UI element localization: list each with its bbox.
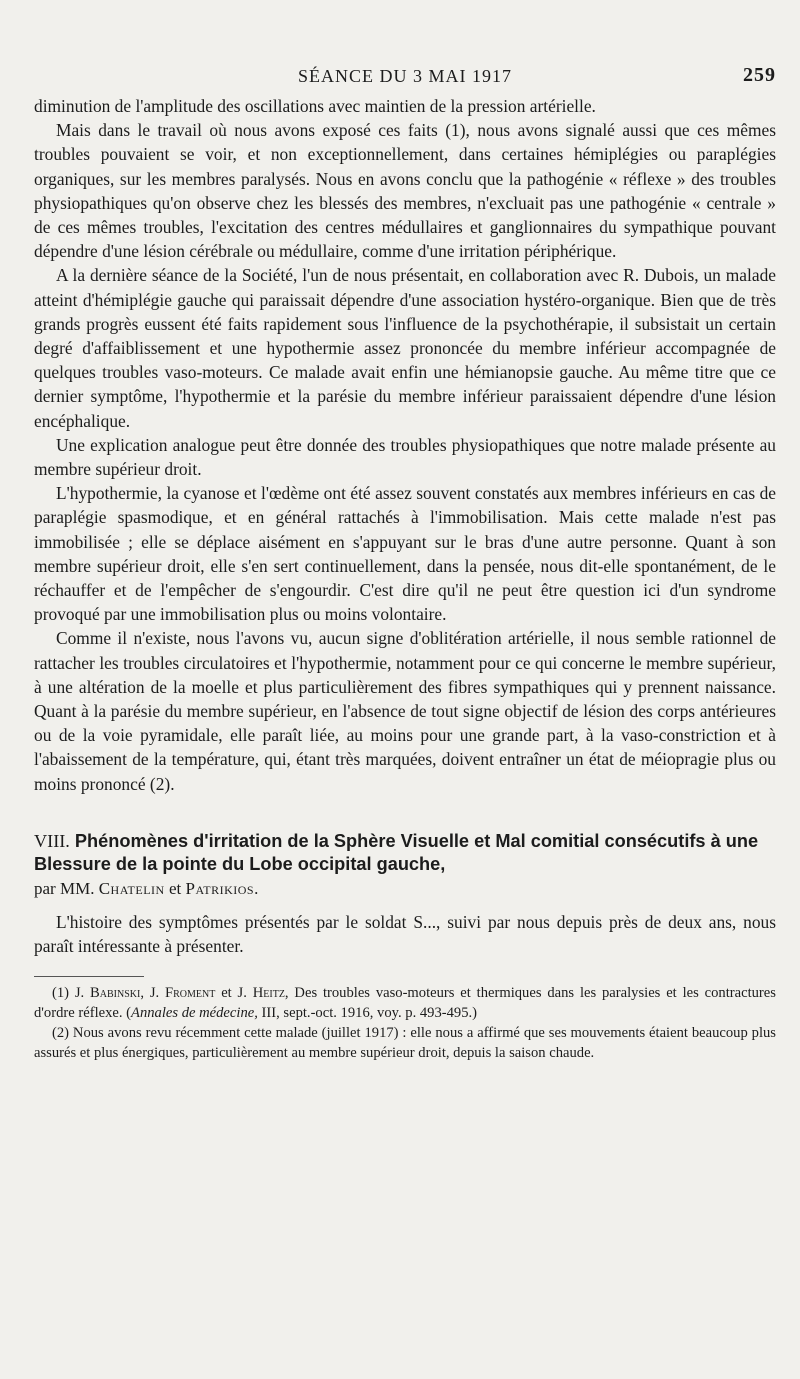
footnote-1-text: Des troubles vaso-moteurs et thermiques dans les paralysies et les contractures d'ordre réflexe. ( [34,985,776,1022]
footnote-1 [34,983,776,1023]
footnote-divider [34,976,144,977]
section-number: VIII. [34,830,70,851]
section-body [34,910,776,958]
section-title [34,830,776,876]
authors-join: et [168,878,182,898]
footnote-2: (2) Nous avons revu récemment cette malade (juillet 1917) : elle nous a affirmé que ses mouvements étaient beaucoup plus assurés et plus énergiques, particulièrement au membre supérieur droit, depuis la saison chaude. [34,1025,776,1062]
running-title: SÉANCE DU 3 MAI 1917 [297,66,512,86]
author-chatelin: Chatelin [98,878,165,898]
footnote-1-sep1: J. [149,985,160,1002]
footnote-1-author-heitz: Heitz, [252,985,289,1002]
section-intro: L'histoire des symptômes présentés par le soldat S..., suivi par nous depuis près de deux ans, nous paraît intéressante à présenter. [34,911,776,957]
body-text [34,94,776,796]
section-authors [34,878,776,900]
paragraph-6: Comme il n'existe, nous l'avons vu, aucun signe d'oblitération artérielle, il nous semble rationnel de rattacher les troubles circulatoires et l'hypothermie, notamment pour ce qui concerne le membre supérieur, à une altération de la moelle et plus particulièrement des fibres sympathiques qui y prennent naissance. Quant à la parésie du membre supérieur, en l'absence de tout signe objectif de lésion des corps antérieures ou de la voie pyramidale, elle paraît liée, au moins pour une grande part, à la vaso-constriction et à l'abaissement de la température, qui, étant très marquées, doivent entraîner un état de méiopragie plus ou moins prononcé (2). [34,628,776,794]
paragraph-5: L'hypothermie, la cyanose et l'œdème ont été assez souvent constatés aux membres inférieurs en cas de paraplégie spasmodique, et en général rattachés à l'immobilisation. Mais cette malade n'est pas immobilisée ; elle se déplace aisément en s'appuyant sur le bras d'une autre personne. Quant à son membre supérieur droit, elle s'en sert continuellement, dans la pensée, nous dit-elle spontanément, de le réchauffer et de l'empêcher de s'engourdir. C'est dire qu'il ne peut être question ici d'un syndrome provoqué par une immobilisation plus ou moins volontaire. [34,483,776,625]
footnote-1-sep2: et J. [221,985,247,1002]
footnote-1-author-babinski: Babinski, [90,985,144,1002]
section-title-text: Phénomènes d'irritation de la Sphère Visuelle et Mal comitial consécutifs à une Blessure de la pointe du Lobe occipital gauche, [34,830,759,874]
page-number: 259 [743,64,776,86]
footnote-1-journal: Annales de médecine, [131,1005,258,1022]
footnotes [34,983,776,1063]
paragraph-2: Mais dans le travail où nous avons exposé ces faits (1), nous avons signalé aussi que ces mêmes troubles pouvaient se voir, et non exceptionnellement, dans certaines hémiplégies ou paraplégies organiques, sur les membres paralysés. Nous en avons conclu que la pathogénie « réflexe » des troubles physiopathiques qu'on observe chez les blessés des membres, n'excluait pas une pathogénie « centrale » de ces mêmes troubles, l'excitation des centres médullaires et ganglionnaires du sympathique pouvant dépendre d'une lésion cérébrale ou médullaire, comme d'une irritation périphérique. [34,120,776,262]
authors-prefix: par MM. [34,878,95,898]
page-header [34,60,776,94]
footnote-1-author-froment: Froment [165,985,216,1002]
footnote-1-tail: III, sept.-oct. 1916, voy. p. 493-495.) [261,1005,478,1022]
paragraph-1: diminution de l'amplitude des oscillations avec maintien de la pression artérielle. [34,96,596,116]
page [34,60,776,1063]
paragraph-4: Une explication analogue peut être donnée des troubles physiopathiques que notre malade présente au membre supérieur droit. [34,434,776,480]
footnote-1-marker: (1) J. [52,985,85,1002]
author-patrikios: Patrikios. [185,878,259,898]
section-viii [34,830,776,958]
paragraph-3: A la dernière séance de la Société, l'un de nous présentait, en collaboration avec R. Dubois, un malade atteint d'hémiplégie gauche qui paraissait dépendre d'une association hystéro-organique. Bien que de très grands progrès eussent été faits rapidement sous l'influence de la psychothérapie, il subsistait un certain degré d'affaiblissement et une hypothermie assez prononcée du membre inférieur accompagnée de quelques troubles vaso-moteurs. Ce malade avait enfin une hémianopsie gauche. Au même titre que ce dernier symptôme, l'hypothermie et la parésie du membre inférieur paraissaient dépendre d'une lésion encéphalique. [34,265,776,431]
